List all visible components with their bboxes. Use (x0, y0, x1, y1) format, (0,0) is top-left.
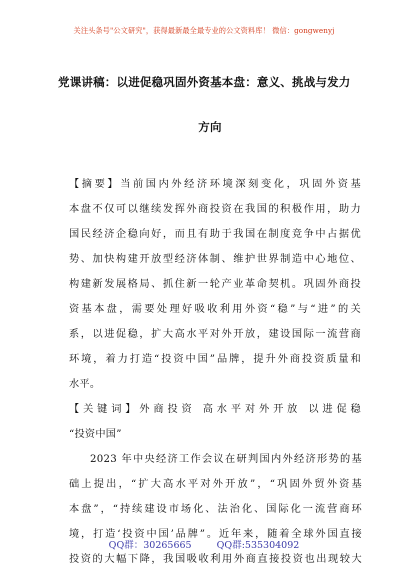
keywords-line: 【关键词】外商投资 高水平对外开放 以进促稳 (69, 404, 361, 415)
body-line: 础上提出，“扩大高水平对外开放”，“巩固外贸外资基 (69, 479, 362, 490)
keywords-line: “投资中国” (69, 429, 122, 440)
document-title-line-1: 党课讲稿：以进促稳巩固外资基本盘：意义、挑战与发力 (58, 75, 351, 89)
body-line: 2023 年中央经济工作会议在研判国内外经济形势的基 (90, 454, 362, 465)
abstract-line: 环境，着力打造“投资中国”品牌，提升外商投资质量和 (69, 354, 361, 365)
abstract-line: 水平。 (69, 379, 101, 390)
header-promo-note: 关注头条号"公文研究"，获得最新最全最专业的公文资料库！ 微信：gongwenyj (73, 26, 335, 35)
abstract-paragraph (69, 172, 361, 397)
document-title-line-2: 方向 (198, 120, 222, 134)
abstract-line: 国民经济企稳向好，而且有助于我国在制度竞争中占据优 (69, 229, 361, 240)
body-line: 投资的大幅下降，我国吸收利用外商直接投资也出现较大 (69, 554, 362, 565)
footer-qq-group-2: QQ群:535304092 (216, 540, 300, 551)
footer-qq-group-1: QQ群：30265665 (108, 540, 192, 551)
keywords-paragraph (69, 397, 361, 447)
abstract-line: 势、加快构建开放型经济体制、维护世界制造中心地位、 (69, 254, 361, 265)
body-paragraph (69, 447, 362, 572)
abstract-line: 系，以进促稳，扩大高水平对外开放，建设国际一流营商 (69, 329, 361, 340)
body-line: 本盘”，“持续建设市场化、法治化、国际化一流营商环 (69, 504, 362, 515)
body-line: 境，打造‘投资中国’品牌”。近年来，随着全球外国直接 (69, 529, 362, 540)
footer-contact (0, 537, 408, 551)
abstract-line: 【摘要】当前国内外经济环境深刻变化，巩固外资基 (69, 179, 361, 190)
abstract-line: 资基本盘，需要处理好吸收利用外资“稳”与“进”的关 (69, 304, 361, 315)
abstract-line: 构建新发展格局、抓住新一轮产业革命契机。巩固外商投 (69, 279, 361, 290)
abstract-line: 本盘不仅可以继续发挥外商投资在我国的积极作用，助力 (69, 204, 361, 215)
